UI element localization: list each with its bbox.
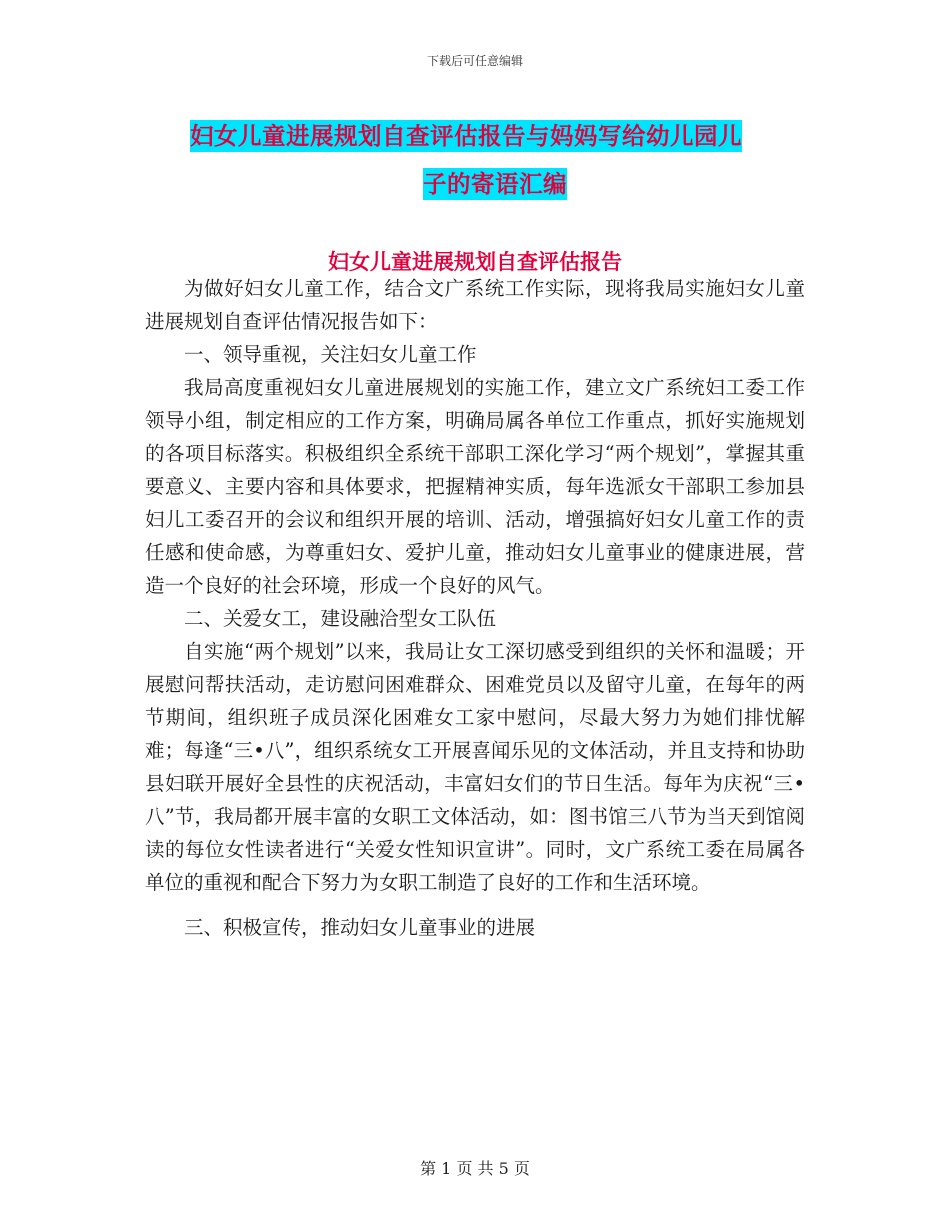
document-body <box>145 272 805 944</box>
heading-2: 二、关爱女工，建设融洽型女工队伍 <box>184 607 497 630</box>
page-header-note: 下载后可任意编辑 <box>426 54 523 68</box>
heading-3: 三、积极宣传，推动妇女儿童事业的进展 <box>184 916 536 939</box>
paragraph-2: 自实施“两个规划”以来，我局让女工深切感受到组织的关怀和温暖；开展慰问帮扶活动，走访慰问困难群众、困难党员以及留守儿童，在每年的两节期间，组织班子成员深化困难女工家中慰问，尽最大努力为她们排忧解难；每逢“三•八”，组织系统女工开展喜闻乐见的文体活动，并且支持和协助县妇联开展好全县性的庆祝活动，丰富妇女们的节日生活。每年为庆祝“三•八”节，我局都开展丰富的女职工文体活动，如：图书馆三八节为当天到馆阅读的每位女性读者进行“关爱女性知识宣讲”。同时，文广系统工委在局属各单位的重视和配合下努力为女职工制造了良好的工作和生活环境。 <box>145 640 805 894</box>
title-line-2: 子的寄语汇编 <box>423 170 567 198</box>
paragraph-1: 我局高度重视妇女儿童进展规划的实施工作，建立文广系统妇工委工作领导小组，制定相应的工作方案，明确局属各单位工作重点，抓好实施规划的各项目标落实。积极组织全系统干部职工深化学习“两个规划”，掌握其重要意义、主要内容和具体要求，把握精神实质，每年选派女干部职工参加县妇儿工委召开的会议和组织开展的培训、活动，增强搞好妇女儿童工作的责任感和使命感，为尊重妇女、爱护儿童，推动妇女儿童事业的健康进展，营造一个良好的社会环境，形成一个良好的风气。 <box>145 376 805 597</box>
document-title <box>190 112 810 208</box>
paragraph-intro: 为做好妇女儿童工作，结合文广系统工作实际，现将我局实施妇女儿童进展规划自查评估情况报告如下： <box>145 277 805 333</box>
section-title: 妇女儿童进展规划自查评估报告 <box>328 250 622 274</box>
page-number: 第 1 页 共 5 页 <box>420 1159 530 1178</box>
heading-1: 一、领导重视，关注妇女儿童工作 <box>184 343 477 366</box>
title-line-1: 妇女儿童进展规划自查评估报告与妈妈写给幼儿园儿 <box>190 122 742 150</box>
